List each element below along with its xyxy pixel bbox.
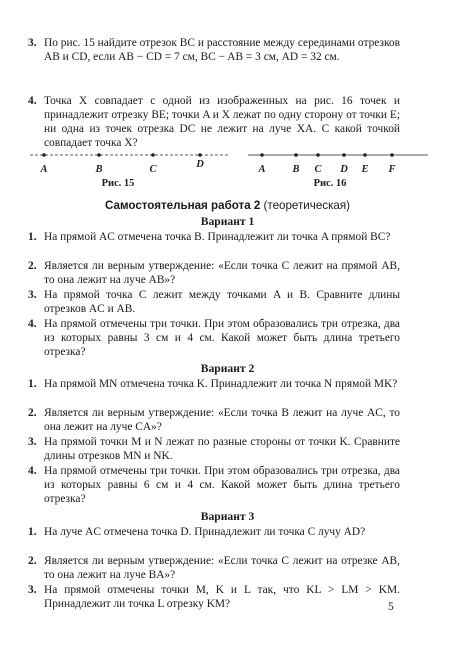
fig16-point-d: [342, 153, 346, 157]
fig15-point-b: [97, 153, 101, 157]
fig15-point-c: [151, 153, 155, 157]
fig16-label-e: E: [361, 164, 369, 175]
section-title: [0, 199, 455, 213]
problem-text: На луче AC отмечена точка D. Принадлежит ли точка C лучу AD?: [44, 526, 366, 538]
fig15-point-a: [42, 153, 46, 157]
variant-3-title: Вариант 3: [200, 510, 255, 523]
figures: [0, 0, 455, 200]
problem-number: 4.: [28, 318, 37, 330]
fig15-label-b: B: [95, 164, 103, 175]
v1-problem-3: [28, 288, 400, 316]
fig15-label-a: A: [40, 164, 48, 175]
problem-text: На прямой MN отмечена точка K. Принадлежит ли точка N прямой MK?: [44, 378, 398, 390]
page-number: 5: [388, 601, 394, 613]
v1-problem-1: [28, 230, 400, 244]
fig15-label-d: D: [196, 159, 204, 170]
v2-problem-4: [28, 464, 400, 506]
section-title-bold: Самостоятельная работа 2: [105, 199, 261, 212]
problem-text: По рис. 15 найдите отрезок BC и расстояние между серединами отрезков AB и CD, если AB − CD = 7 см, BC − AB = 3 см, AD = 32 см.: [44, 37, 400, 63]
v2-problem-2: [28, 406, 400, 434]
problem-number: 3.: [28, 289, 37, 301]
problem-number: 1.: [28, 526, 37, 538]
fig16-label-b: B: [292, 164, 300, 175]
v3-problem-1: [28, 525, 400, 539]
fig16-label-c: C: [314, 164, 322, 175]
problem-number: 2.: [28, 555, 37, 567]
v1-problem-2: [28, 259, 400, 287]
v2-problem-1: [28, 377, 400, 391]
fig16-label-a: A: [258, 164, 266, 175]
problem-text: На прямой точки M и N лежат по разные стороны от точки K. Сравните длины отрезков MN и NK.: [44, 436, 400, 462]
fig16-point-f: [390, 153, 394, 157]
figure-16: [248, 153, 428, 189]
problem-number: 2.: [28, 407, 37, 419]
problem-text: На прямой отмечены три точки. При этом образовались три отрезка, два из которых равны 6 см и 4 см. Какой может быть длина третьего отрезка?: [44, 465, 400, 505]
problem-number: 1.: [28, 378, 37, 390]
variant-1-title: Вариант 1: [200, 215, 255, 228]
fig16-caption: Рис. 16: [313, 178, 347, 189]
fig16-point-e: [363, 153, 367, 157]
v3-problem-3: [28, 583, 400, 611]
problem-text: Является ли верным утверждение: «Если точка B лежит на луче AC, то она лежит на луче CA»?: [44, 407, 400, 433]
section-title-rest: (теоретическая): [260, 199, 350, 212]
fig15-label-c: C: [149, 164, 157, 175]
fig15-point-d: [198, 153, 202, 157]
problem-text: Точка X совпадает с одной из изображенных на рис. 16 точек и принадлежит отрезку BE; точки A и X лежат по одну сторону от точки E; ни одна из точек отрезка DC не лежит на луче XA. С какой точкой совпадает точка X?: [44, 95, 400, 149]
fig16-point-b: [294, 153, 298, 157]
v1-problem-4: [28, 317, 400, 359]
v2-problem-3: [28, 435, 400, 463]
problem-text: На прямой отмечены точки M, K и L так, что KL > LM > KM. Принадлежит ли точка L отрезку KM?: [44, 584, 400, 610]
fig15-caption: Рис. 15: [101, 178, 135, 189]
problem-text: Является ли верным утверждение: «Если точка C лежит на отрезке AB, то она лежит на луче BA»?: [44, 555, 400, 581]
problem-number: 1.: [28, 231, 37, 243]
fig16-point-a: [260, 153, 264, 157]
problem-number: 3.: [28, 37, 37, 49]
problem-text: На прямой отмечены три точки. При этом образовались три отрезка, два из которых равны 3 см и 4 см. Какой может быть длина третьего отрезка?: [44, 318, 400, 358]
problem-number: 2.: [28, 260, 37, 272]
problem-number: 4.: [28, 95, 37, 107]
problem-number: 3.: [28, 436, 37, 448]
problem-number: 3.: [28, 584, 37, 596]
problem-text: На прямой AC отмечена точка B. Принадлежит ли точка A прямой BC?: [44, 231, 391, 243]
v3-problem-2: [28, 554, 400, 582]
fig16-point-c: [316, 153, 320, 157]
figure-15: [30, 153, 230, 189]
problem-text: Является ли верным утверждение: «Если точка C лежит на прямой AB, то она лежит на луче AB»?: [44, 260, 400, 286]
variant-2-title: Вариант 2: [200, 362, 255, 375]
problem-number: 4.: [28, 465, 37, 477]
fig16-label-d: D: [340, 164, 348, 175]
fig16-label-f: F: [388, 164, 396, 175]
problem-text: На прямой точка C лежит между точками A и B. Сравните длины отрезков AC и AB.: [44, 289, 400, 315]
